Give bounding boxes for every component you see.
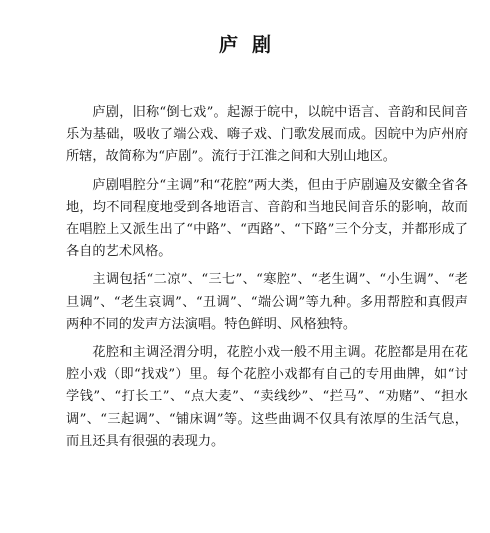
paragraph-1: 庐剧，旧称“倒七戏”。起源于皖中，以皖中语言、音韵和民间音乐为基础，吸收了端公戏、嗨子戏、门歌发展而成。因皖中为庐州府所辖，故简称为“庐剧”。流行于江淮之间和大别山地区。 xyxy=(66,105,468,165)
paragraph-3: 主调包括“二凉”、“三七”、“寒腔”、“老生调”、“小生调”、“老旦调”、“老生哀调”、“丑调”、“端公调”等九种。多用帮腔和真假声两种不同的发声方法演唱。特色鲜明、风格独特。 xyxy=(66,272,468,332)
page-title: 庐剧 xyxy=(218,34,285,56)
paragraph-2: 庐剧唱腔分“主调”和“花腔”两大类，但由于庐剧遍及安徽全省各地，均不同程度地受到各地语言、音韵和当地民间音乐的影响，故而在唱腔上又派生出了“中路”、“西路”、“下路”三个分支，并都形成了各自的艺术风格。 xyxy=(66,177,468,260)
article-body xyxy=(66,102,468,459)
paragraph-4: 花腔和主调泾渭分明，花腔小戏一般不用主调。花腔都是用在花腔小戏（即“找戏”）里。每个花腔小戏都有自己的专用曲牌，如“讨学钱”、“打长工”、“点大麦”、“卖线纱”、“拦马”、“劝赌”、“担水调”、“三起调”、“铺床调”等。这些曲调不仅具有浓厚的生活气息，而且还具有很强的表现力。 xyxy=(66,345,468,449)
